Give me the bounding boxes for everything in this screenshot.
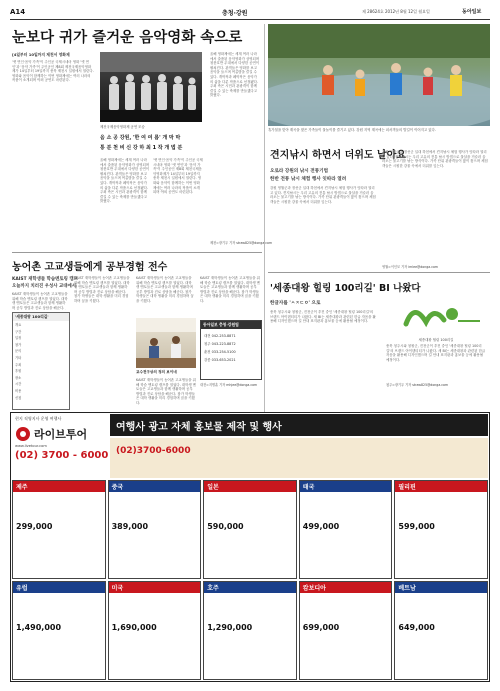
sidebar-item: 주최	[15, 362, 22, 367]
contact-box	[200, 320, 262, 380]
ad-cell	[394, 581, 488, 680]
fishing-byline: 영월=이인모 기자 imlee@donga.com	[382, 265, 439, 269]
ad-cell-price: 1,290,000	[207, 623, 253, 632]
ad-tagline: 현지 직영지사 운영 여행사	[15, 416, 62, 421]
right-divider-1	[268, 272, 490, 273]
classroom-photo-caption: 교수전구상의 정의 보이네	[136, 370, 177, 374]
sidebar-item: 개요	[15, 323, 22, 327]
sidebar-item: 문의	[15, 349, 22, 354]
ad-cell-price: 590,000	[207, 522, 244, 531]
page-number: A14	[10, 8, 26, 16]
ad-title-bar	[110, 414, 488, 436]
contact-line: 춘천 033-254-5100	[204, 350, 236, 354]
ad-brand: 라이브투어	[34, 428, 88, 441]
ad-cell	[299, 581, 393, 680]
sejong-logo	[386, 296, 486, 336]
sejong-headline: '세종대왕 힐링 100리길' BI 나왔다	[270, 283, 421, 294]
ad-cell-price: 389,000	[111, 522, 149, 531]
ad-cell-title: 태국	[300, 481, 392, 492]
ad-cell-title: 제주	[13, 481, 105, 492]
main-kicker: [4일부터 10일까지 제천서 영화제	[12, 52, 70, 57]
kaist-byline: 대전=지명훈 기자 mhjee@donga.com	[200, 383, 258, 387]
ad-cell-title: 중국	[109, 481, 201, 492]
ad-cell-title: 캄보디아	[300, 582, 392, 593]
ad-phone-top: (02)3700-6000	[116, 446, 191, 456]
fishing-body-col1: 강원 영월군과 정선군 일대 하천에서 견지낚시 체험 행사가 잇따라 열리고 있다. 견지낚시는 우리 고유의 전통 낚시 방법으로 물살을 거슬러 올라오는 물고기를 낚는 방식이다. 가족 단위 관광객들이 많이 찾으며 체험객들은 시원한 강물 속에서 더위를 잊는다.	[270, 186, 376, 204]
kaist-kicker: KAIST 재학생들 학습멘토링 캠프	[12, 277, 78, 282]
sejong-body-col2: 충북 청주시와 청원군, 진천군이 추진 중인 '세종대왕 힐링 100리길'의 브랜드 아이덴티티가 나왔다. 새 BI는 세종대왕과 관련된 한글 자음을 활용해 디자인했으며 길 안내 표지판과 홍보물 등에 활용될 예정이다.	[386, 344, 486, 362]
ad-cell-price: 649,000	[398, 623, 435, 632]
ad-cell	[12, 480, 106, 579]
kaist-headline: 농어촌 고교생들에게 공부경험 전수	[12, 262, 168, 273]
ad-cell-title: 베트남	[395, 582, 487, 593]
ad-brand-panel	[12, 414, 108, 478]
river-graphic	[268, 24, 490, 126]
fishing-body-col2: 강원 영월군과 정선군 일대 하천에서 견지낚시 체험 행사가 잇따라 열리고 있다. 견지낚시는 우리 고유의 전통 낚시 방법으로 물살을 거슬러 올라오는 물고기를 낚는 방식이다. 가족 단위 관광객들이 많이 찾으며 체험객들은 시원한 강물 속에서 더위를 잊는다.	[382, 150, 488, 168]
sidebar-item: 신청	[15, 395, 22, 400]
sidebar-item: 후원	[15, 369, 22, 374]
main-photo-tag: 음 소 공 강원, '한 여 여 름' 개 막 막	[100, 135, 181, 141]
ad-cell-price: 599,000	[398, 522, 435, 531]
sidebar-item: 참가	[15, 342, 22, 347]
main-body-col2: 올해 영화제에는 세계 여러 나라에서 출품된 음악영화가 상영되며 청풍호반 무대에서 다양한 공연이 펼쳐진다. 관객들은 영화를 보고 음악을 들으며 여름밤을 즐길 수 있다. 개막작과 폐막작은 음악가의 삶을 다룬 작품으로 선정됐다. 주최 측은 시민과 관광객이 함께 즐길 수 있는 축제를 만들겠다고 밝혔다.	[100, 158, 150, 204]
fishing-subhead1: 오로라 강원의 낚시 전통기법	[270, 169, 329, 174]
ad-cell-price: 699,000	[302, 623, 340, 632]
sidebar-item: 비용	[15, 388, 22, 393]
ad-cell-title: 미국	[109, 582, 201, 593]
river-photo	[268, 24, 490, 126]
kaist-body-col3b: KAIST 재학생들이 농어촌 고교생들을 위해 학습 멘토링 캠프를 열었다. 대학생 멘토들은 고교생들과 함께 생활하며 공부 방법과 진로 상담을 해준다. 참가 학생들은 대학 생활을 미리 경험하며 꿈을 키웠다.	[136, 378, 196, 405]
brand-logo-icon	[15, 426, 31, 442]
ad-cell-price: 299,000	[16, 522, 53, 531]
sidebar-box	[12, 312, 70, 410]
kaist-subkicker: 오늘까지 치러진 우성사 교대에서	[12, 284, 76, 289]
sejong-body-col1: 충북 청주시와 청원군, 진천군이 추진 중인 '세종대왕 힐링 100리길'의 브랜드 아이덴티티가 나왔다. 새 BI는 세종대왕과 관련된 한글 자음을 활용해 디자인했으며 길 안내 표지판과 홍보물 등에 활용될 예정이다.	[270, 310, 376, 324]
main-headline: 눈보다 귀가 즐거운 음악영화 속으로	[12, 30, 243, 46]
contact-line: 청주 043-223-8872	[204, 342, 236, 346]
main-body-col3: '옛 연인·음악 가족'이 주인공 국제시네마 영화 '옛 연인'과 '음악 가족'이 주인공인 제8회 제천국제음악영화제가 14일부터 19일까지 충북 제천시 일원에서 열린다. 영화와 음악이 함께하는 이번 영화제에는 여러 나라의 작품이 소개되며 야외 공연도 마련된다.	[153, 158, 203, 195]
contact-line: 강릉 033-653-2021	[204, 358, 236, 362]
sidebar-item: 장소	[15, 375, 22, 380]
ad-cell-price: 1,690,000	[111, 623, 157, 632]
left-divider	[12, 252, 262, 253]
ad-cell-title: 유럽	[13, 582, 105, 593]
ad-cell	[108, 480, 202, 579]
ad-cell	[203, 480, 297, 579]
main-byline: 제천=장기우 기자 straw825@donga.com	[210, 241, 273, 245]
paper-name: 동아일보	[462, 9, 482, 15]
sejong-logo-caption: 세종대왕 힐링 100리길	[418, 338, 454, 342]
date-line: 제 28624호 2012년 8월 12일 월요일	[362, 9, 430, 14]
sidebar-item: 기타	[15, 355, 22, 360]
main-intro-text: '옛 연인·음악 가족'이 주인공 국제시네마 영화 '옛 연인'과 '음악 가족'이 주인공인 제8회 제천국제음악영화제가 14일부터 19일까지 충북 제천시 일원에서 열린다. 영화와 음악이 함께하는 이번 영화제에는 여러 나라의 작품이 소개되며 야외 공연도 마련된다.	[12, 60, 94, 83]
kaist-body-col2: KAIST 재학생들이 농어촌 고교생들을 위해 학습 멘토링 캠프를 열었다. 대학생 멘토들은 고교생들과 함께 생활하며 공부 방법과 진로 상담을 해준다. 참가 학생들은 대학 생활을 미리 경험하며 꿈을 키웠다.	[74, 276, 130, 303]
ad-cell	[12, 581, 106, 680]
contact-line: 대전 042-253-8871	[204, 334, 236, 338]
classroom-graphic	[136, 318, 196, 368]
classroom-photo	[136, 318, 196, 368]
ad-cell-title: 호주	[204, 582, 296, 593]
sejong-subhead: 한글자를 'ㅅㅈㄷㅇ' 으로	[270, 301, 321, 306]
sidebar-item: 시간	[15, 382, 22, 387]
concert-photo-caption: 제천국제음악영화제 공연 모습	[100, 125, 145, 129]
ad-cell	[108, 581, 202, 680]
contact-title: 동아일보 충청·강원팀	[201, 321, 261, 329]
kaist-body-col3: KAIST 재학생들이 농어촌 고교생들을 위해 학습 멘토링 캠프를 열었다. 대학생 멘토들은 고교생들과 함께 생활하며 공부 방법과 진로 상담을 해준다. 참가 학생들은 대학 생활을 미리 경험하며 꿈을 키웠다.	[136, 276, 194, 303]
ad-cell	[203, 581, 297, 680]
river-photo-caption: 휴가철을 맞아 계곡을 찾은 가족들이 물놀이를 즐기고 있다. 강원 지역 계곡에는 피서객들의 발길이 이어지고 있다.	[268, 128, 436, 132]
concert-photo	[100, 52, 202, 122]
performers-graphic	[100, 52, 202, 122]
ad-phone-main: (02) 3700 - 6000	[15, 450, 109, 461]
main-subhead: 통 분 천 비 신 강 하 최 1 작 개 법 분	[100, 145, 183, 151]
ad-title: 여행사 광고 자체 홍보물 제작 및 행사	[116, 422, 282, 433]
sejong-logo-mark	[386, 296, 486, 336]
sidebar-item: 구간	[15, 329, 22, 334]
fishing-subhead2: 한반 전통 낚시 체험 행사 잇따라 열려	[270, 177, 347, 182]
ad-site: www.livetour.com	[15, 444, 47, 448]
ad-subbanner	[110, 438, 488, 478]
ad-cell-title: 필리핀	[395, 481, 487, 492]
ad-cell-price: 499,000	[302, 522, 340, 531]
ad-cell-price: 1,490,000	[16, 623, 62, 632]
ad-cell-title: 일본	[204, 481, 296, 492]
header-rule	[10, 19, 490, 20]
ad-grid	[12, 480, 488, 680]
section-name: 충청·강원	[222, 10, 248, 17]
sidebar-item: 일정	[15, 336, 22, 341]
kaist-body-col4: KAIST 재학생들이 농어촌 고교생들을 위해 학습 멘토링 캠프를 열었다. 대학생 멘토들은 고교생들과 함께 생활하며 공부 방법과 진로 상담을 해준다. 참가 학생들은 대학 생활을 미리 경험하며 꿈을 키웠다.	[200, 276, 260, 303]
fishing-headline: 견지낚시 하면서 더위도 날아요	[270, 150, 407, 161]
main-body-col4: 올해 영화제에는 세계 여러 나라에서 출품된 음악영화가 상영되며 청풍호반 무대에서 다양한 공연이 펼쳐진다. 관객들은 영화를 보고 음악을 들으며 여름밤을 즐길 수 있다. 개막작과 폐막작은 음악가의 삶을 다룬 작품으로 선정됐다. 주최 측은 시민과 관광객이 함께 즐길 수 있는 축제를 만들겠다고 밝혔다.	[210, 52, 260, 98]
sejong-byline: 청주=장기우 기자 straw825@donga.com	[386, 383, 449, 387]
ad-cell	[299, 480, 393, 579]
sidebar-title: '세종대왕 100리길'	[13, 313, 69, 321]
ad-cell	[394, 480, 488, 579]
kaist-body-intro: KAIST 재학생들이 농어촌 고교생들을 위해 학습 멘토링 캠프를 열었다. 대학생 멘토들은 고교생들과 함께 생활하며 공부 방법과 진로 상담을 해준다.	[12, 292, 68, 310]
